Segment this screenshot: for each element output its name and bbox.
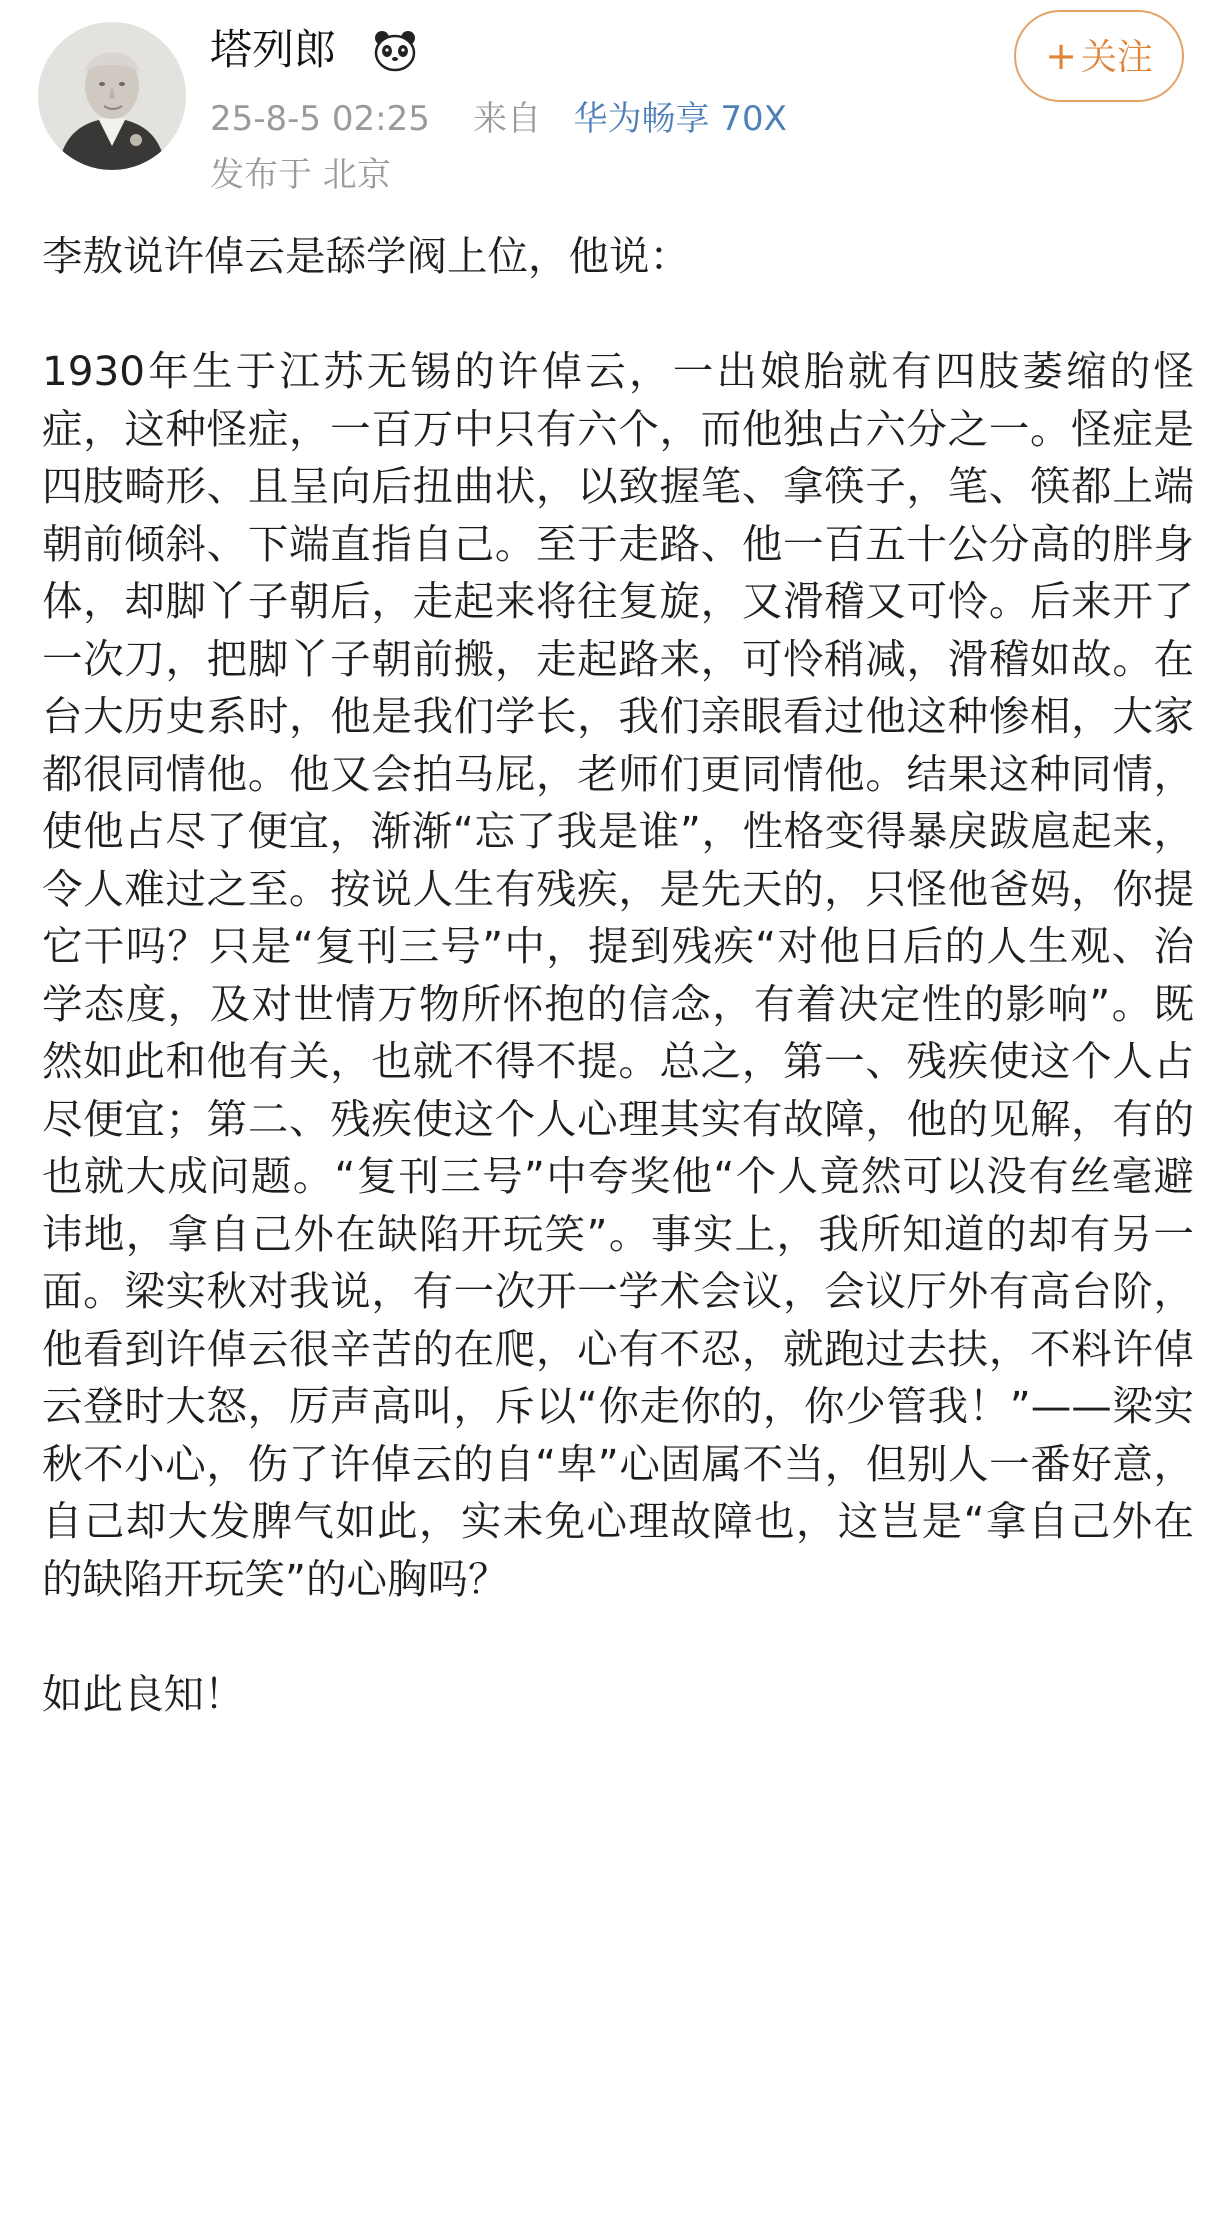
follow-label: 关注 — [1080, 37, 1153, 78]
panda-icon — [372, 28, 418, 74]
paragraph-gap — [42, 286, 1194, 344]
device-link[interactable]: 华为畅享 70X — [573, 99, 787, 139]
post-intro: 李敖说许倬云是舔学阀上位，他说： — [42, 232, 690, 280]
follow-button[interactable] — [1014, 10, 1184, 102]
post-timestamp: 25-8-5 02:25 — [210, 99, 430, 139]
avatar[interactable] — [38, 22, 186, 170]
post-content — [42, 228, 1194, 1723]
post-location: 发布于 北京 — [210, 155, 391, 195]
post-meta — [210, 94, 787, 144]
post-body-text: 1930年生于江苏无锡的许倬云，一出娘胎就有四肢萎缩的怪症，这种怪症，一百万中只有六个，而他独占六分之一。怪症是四肢畸形、且呈向后扭曲状，以致握笔、拿筷子，笔、筷都上端朝前倾斜、下端直指自己。至于走路、他一百五十公分高的胖身体，却脚丫子朝后，走起来将往复旋，又滑稽又可怜。后来开了一次刀，把脚丫子朝前搬，走起路来，可怜稍减，滑稽如故。在台大历史系时，他是我们学长，我们亲眼看过他这种惨相，大家都很同情他。他又会拍马屁，老师们更同情他。结果这种同情，使他占尽了便宜，渐渐“忘了我是谁”，性格变得暴戾跋扈起来，令人难过之至。按说人生有残疾，是先天的，只怪他爸妈，你提它干吗？只是“复刊三号”中，提到残疾“对他日后的人生观、治学态度，及对世情万物所怀抱的信念，有着决定性的影响”。既然如此和他有关，也就不得不提。总之，第一、残疾使这个人占尽便宜；第二、残疾使这个人心理其实有故障，他的见解，有的也就大成问题。“复刊三号”中夸奖他“个人竟然可以没有丝毫避讳地，拿自己外在缺陷开玩笑”。事实上，我所知道的却有另一面。梁实秋对我说，有一次开一学术会议，会议厅外有高台阶，他看到许倬云很辛苦的在爬，心有不忍，就跑过去扶，不料许倬云登时大怒，厉声高叫，斥以“你走你的，你少管我！”——梁实秋不小心，伤了许倬云的自“卑”心固属不当，但别人一番好意，自己却大发脾气如此，实未免心理故障也，这岂是“拿自己外在的缺陷开玩笑”的心胸吗？ — [42, 347, 1194, 1603]
post-closing: 如此良知！ — [42, 1669, 245, 1718]
post-header — [0, 0, 1224, 215]
source-prefix: 来自 — [473, 99, 542, 139]
user-name[interactable]: 塔列郎 — [210, 25, 337, 74]
plus-icon: + — [1045, 34, 1077, 78]
portrait-image — [38, 22, 186, 170]
paragraph-gap — [42, 1608, 1194, 1666]
